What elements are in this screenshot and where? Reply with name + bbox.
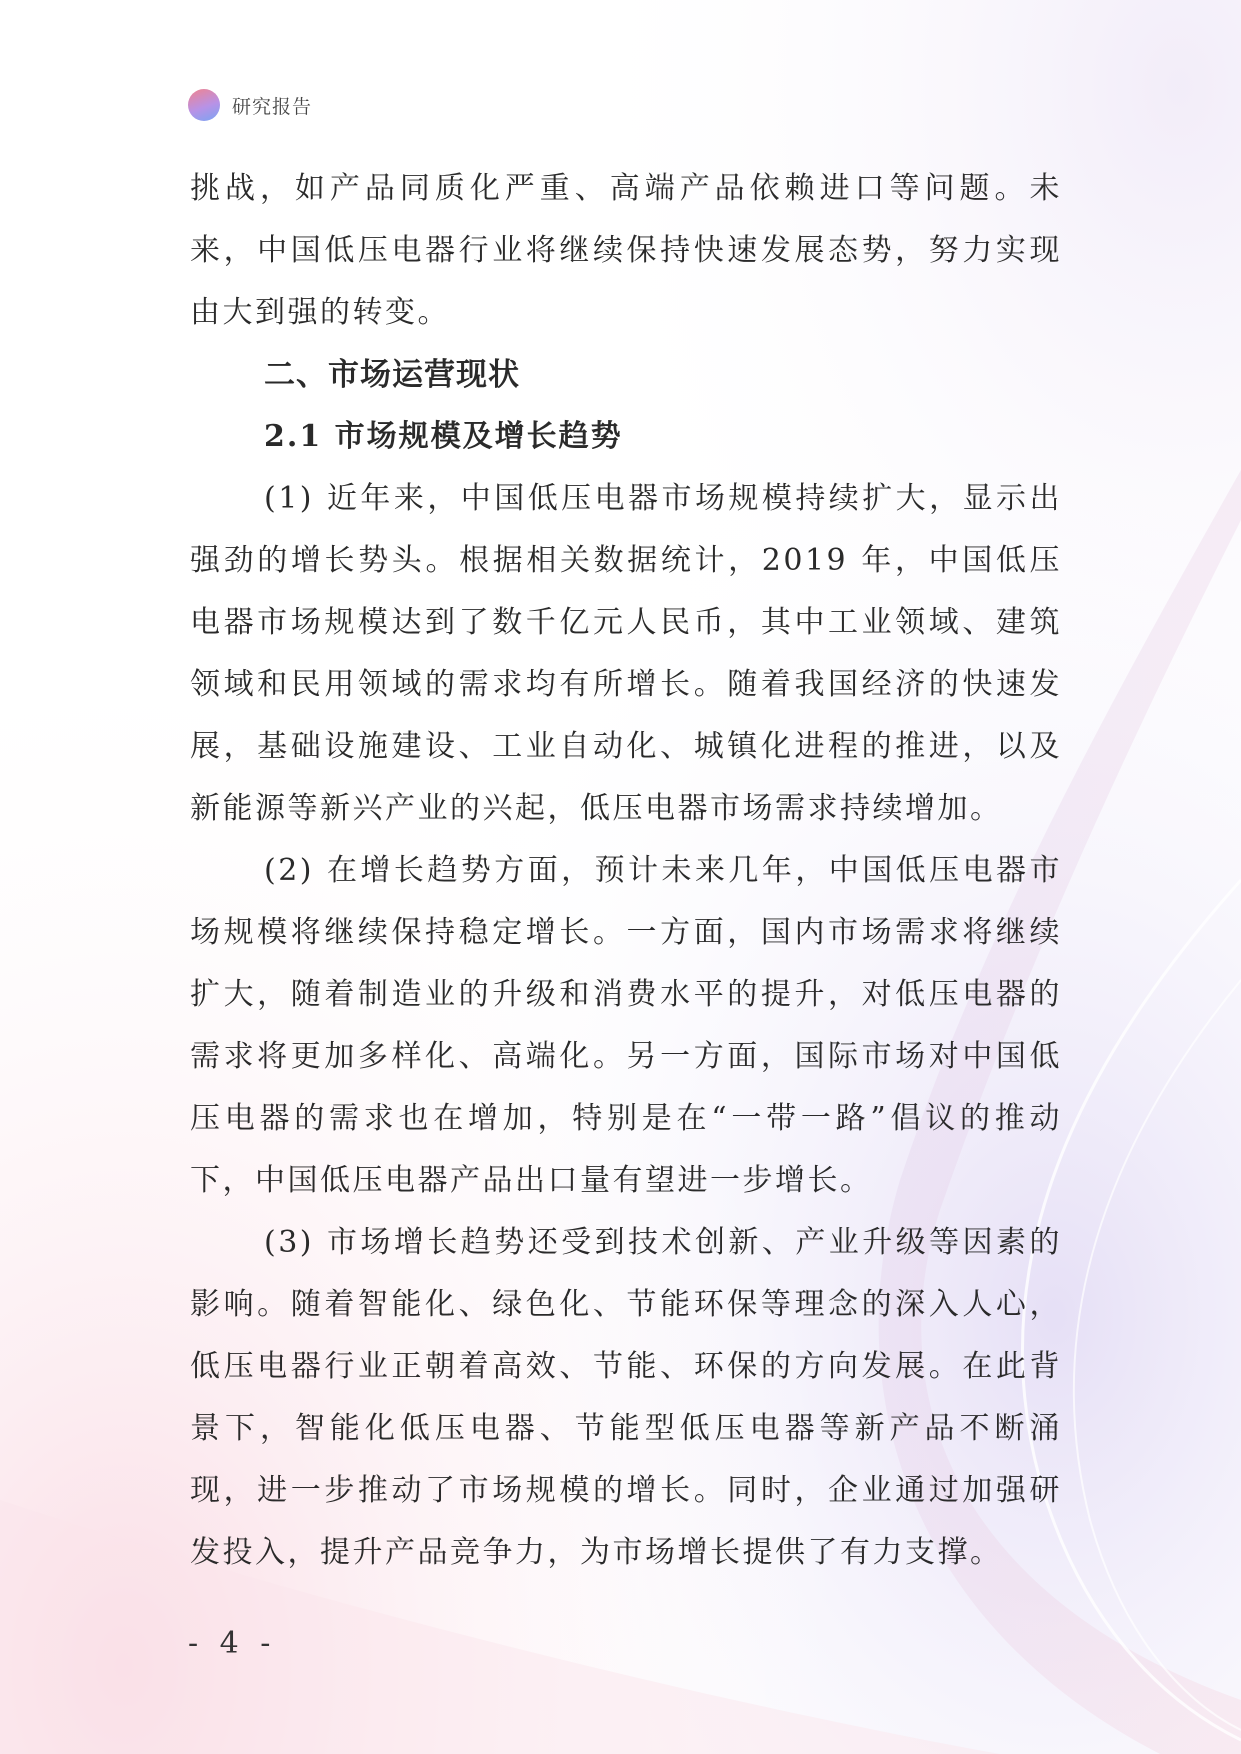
report-logo-icon (188, 89, 220, 121)
paragraph-1: (1) 近年来，中国低压电器市场规模持续扩大，显示出强劲的增长势头。根据相关数据统计，2019 年，中国低压电器市场规模达到了数千亿元人民币，其中工业领域、建筑领域和民用领域的需求均有所增长。随着我国经济的快速发展，基础设施建设、工业自动化、城镇化进程的推进，以及新能源等新兴产业的兴起，低压电器市场需求持续增加。 (190, 481, 1062, 826)
document-body (190, 158, 1062, 1584)
continuation-paragraph: 挑战，如产品同质化严重、高端产品依赖进口等问题。未来，中国低压电器行业将继续保持快速发展态势，努力实现由大到强的转变。 (190, 171, 1062, 330)
paragraph-2: (2) 在增长趋势方面，预计未来几年，中国低压电器市场规模将继续保持稳定增长。一方面，国内市场需求将继续扩大，随着制造业的升级和消费水平的提升，对低压电器的需求将更加多样化、高端化。另一方面，国际市场对中国低压电器的需求也在增加，特别是在“一带一路”倡议的推动下，中国低压电器产品出口量有望进一步增长。 (190, 853, 1062, 1198)
paragraph-3: (3) 市场增长趋势还受到技术创新、产业升级等因素的影响。随着智能化、绿色化、节能环保等理念的深入人心，低压电器行业正朝着高效、节能、环保的方向发展。在此背景下，智能化低压电器、节能型低压电器等新产品不断涌现，进一步推动了市场规模的增长。同时，企业通过加强研发投入，提升产品竞争力，为市场增长提供了有力支撑。 (190, 1225, 1062, 1570)
header-title: 研究报告 (232, 95, 313, 118)
subsection-heading: 2.1 市场规模及增长趋势 (264, 419, 623, 454)
page-number: - 4 - (188, 1626, 277, 1661)
section-heading: 二、市场运营现状 (264, 357, 520, 393)
report-header (188, 88, 312, 122)
